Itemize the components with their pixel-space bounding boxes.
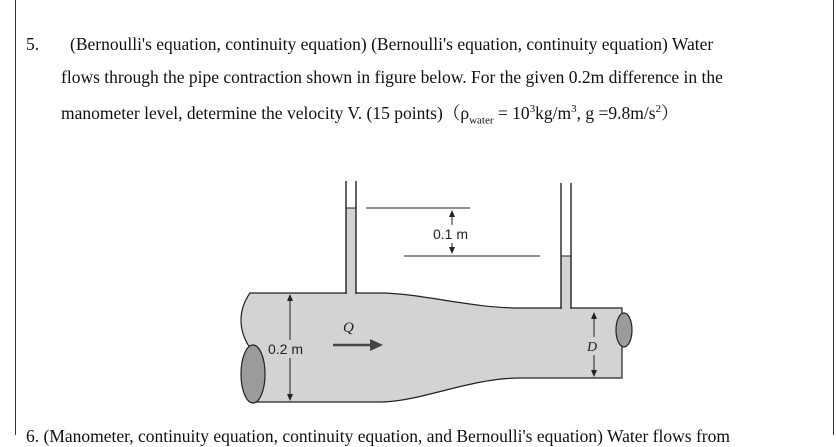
pipe-contraction-figure [230, 176, 640, 406]
exp-3: 2 [655, 103, 662, 116]
exp-2: 3 [571, 103, 577, 116]
page-frame-right [833, 0, 834, 435]
problem-number: 5. [26, 34, 40, 54]
next-problem-line: 6. (Manometer, continuity equation, continuity equation, and Bernoulli's equation) Water flows from [26, 426, 730, 446]
line3-part-e: ） [661, 103, 679, 123]
flow-label: Q [343, 320, 354, 336]
problem-text-line-3 [61, 100, 679, 127]
rho-subscript: water [469, 114, 494, 127]
pipe-left-end [241, 345, 265, 403]
problem-text-line-2: flows through the pipe contraction shown in figure below. For the given 0.2m difference in the [61, 67, 723, 87]
right-manometer-water [561, 256, 571, 309]
height-diff-label: 0.1 m [433, 226, 469, 242]
page-frame-left [15, 0, 16, 435]
line3-part-a: manometer level, determine the velocity V. (15 points)（ρ [61, 103, 470, 123]
height-arrow-down [449, 247, 455, 254]
exp-1: 3 [529, 103, 536, 116]
outlet-diameter-label: D [587, 340, 598, 355]
line3-part-c: kg/m [535, 103, 572, 123]
height-arrow-up [449, 210, 455, 217]
line3-part-d: , g =9.8m/s [576, 103, 656, 123]
line3-part-b: = 10 [493, 103, 530, 123]
left-manometer-water [346, 208, 356, 294]
pipe-diameter-label: 0.2 m [268, 341, 304, 357]
problem-text-line-1: (Bernoulli's equation, continuity equation) (Bernoulli's equation, continuity equation) Water [70, 34, 714, 54]
pipe-right-end [616, 313, 632, 347]
